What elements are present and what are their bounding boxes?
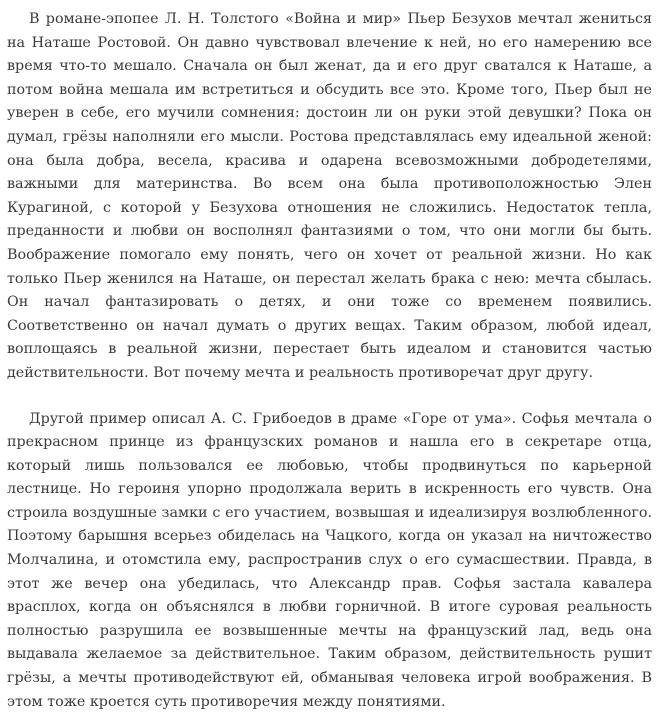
paragraph-griboedov: Другой пример описал А. С. Грибоедов в драме «Горе от ума». Софья мечтала о прекрасном принце из французских романов и нашла его в секретаре отца, который лишь пользовался ее любовью, чтобы продвинуться по карьерной лестнице. Но героиня упорно продолжала верить в искренность его чувств. Она строила воздушные замки с его участием, возвышая и идеализируя возлюбленного. Поэтому барышня всерьез обиделась на Чацкого, когда он указал на ничтожество Молчалина, и отомстила ему, распространив слух о его сумасшествии. Правда, в этот же вечер она убедилась, что Александр прав. Софья застала кавалера врасплох, когда он объяснялся в любви горничной. В итоге суровая реальность полностью разрушила ее возвышенные мечты на французский лад, ведь она выдавала желаемое за действительное. Таким образом, действительность рушит грёзы, а мечты противодействуют ей, обманывая человека игрой воображения. В этом тоже кроется суть противоречия между понятиями. (7, 408, 652, 714)
paragraph-tolstoy: В романе-эпопее Л. Н. Толстого «Война и мир» Пьер Безухов мечтал жениться на Наташе Ростовой. Он давно чувствовал влечение к ней, но его намерению все время что-то мешало. Сначала он был женат, да и его друг сватался к Наташе, а потом война мешала им встретиться и обсудить все это. Кроме того, Пьер был не уверен в себе, его мучили сомнения: достоин ли он руки этой девушки? Пока он думал, грёзы наполняли его мысли. Ростова представлялась ему идеальной женой: она была добра, весела, красива и одарена всевозможными добродетелями, важными для материнства. Во всем она была противоположностью Элен Курагиной, с которой у Безухова отношения не сложились. Недостаток тепла, преданности и любви он восполнял фантазиями о том, что они могли бы быть. Воображение помогало ему понять, чего он хочет от реальной жизни. Но как только Пьер женился на Наташе, он перестал желать брака с нею: мечта сбылась. Он начал фантазировать о детях, и они тоже со временем появились. Соответственно он начал думать о других вещах. Таким образом, любой идеал, воплощаясь в реальной жизни, перестает быть идеалом и становится частью действительности. Вот почему мечта и реальность противоречат друг другу. (7, 8, 652, 386)
